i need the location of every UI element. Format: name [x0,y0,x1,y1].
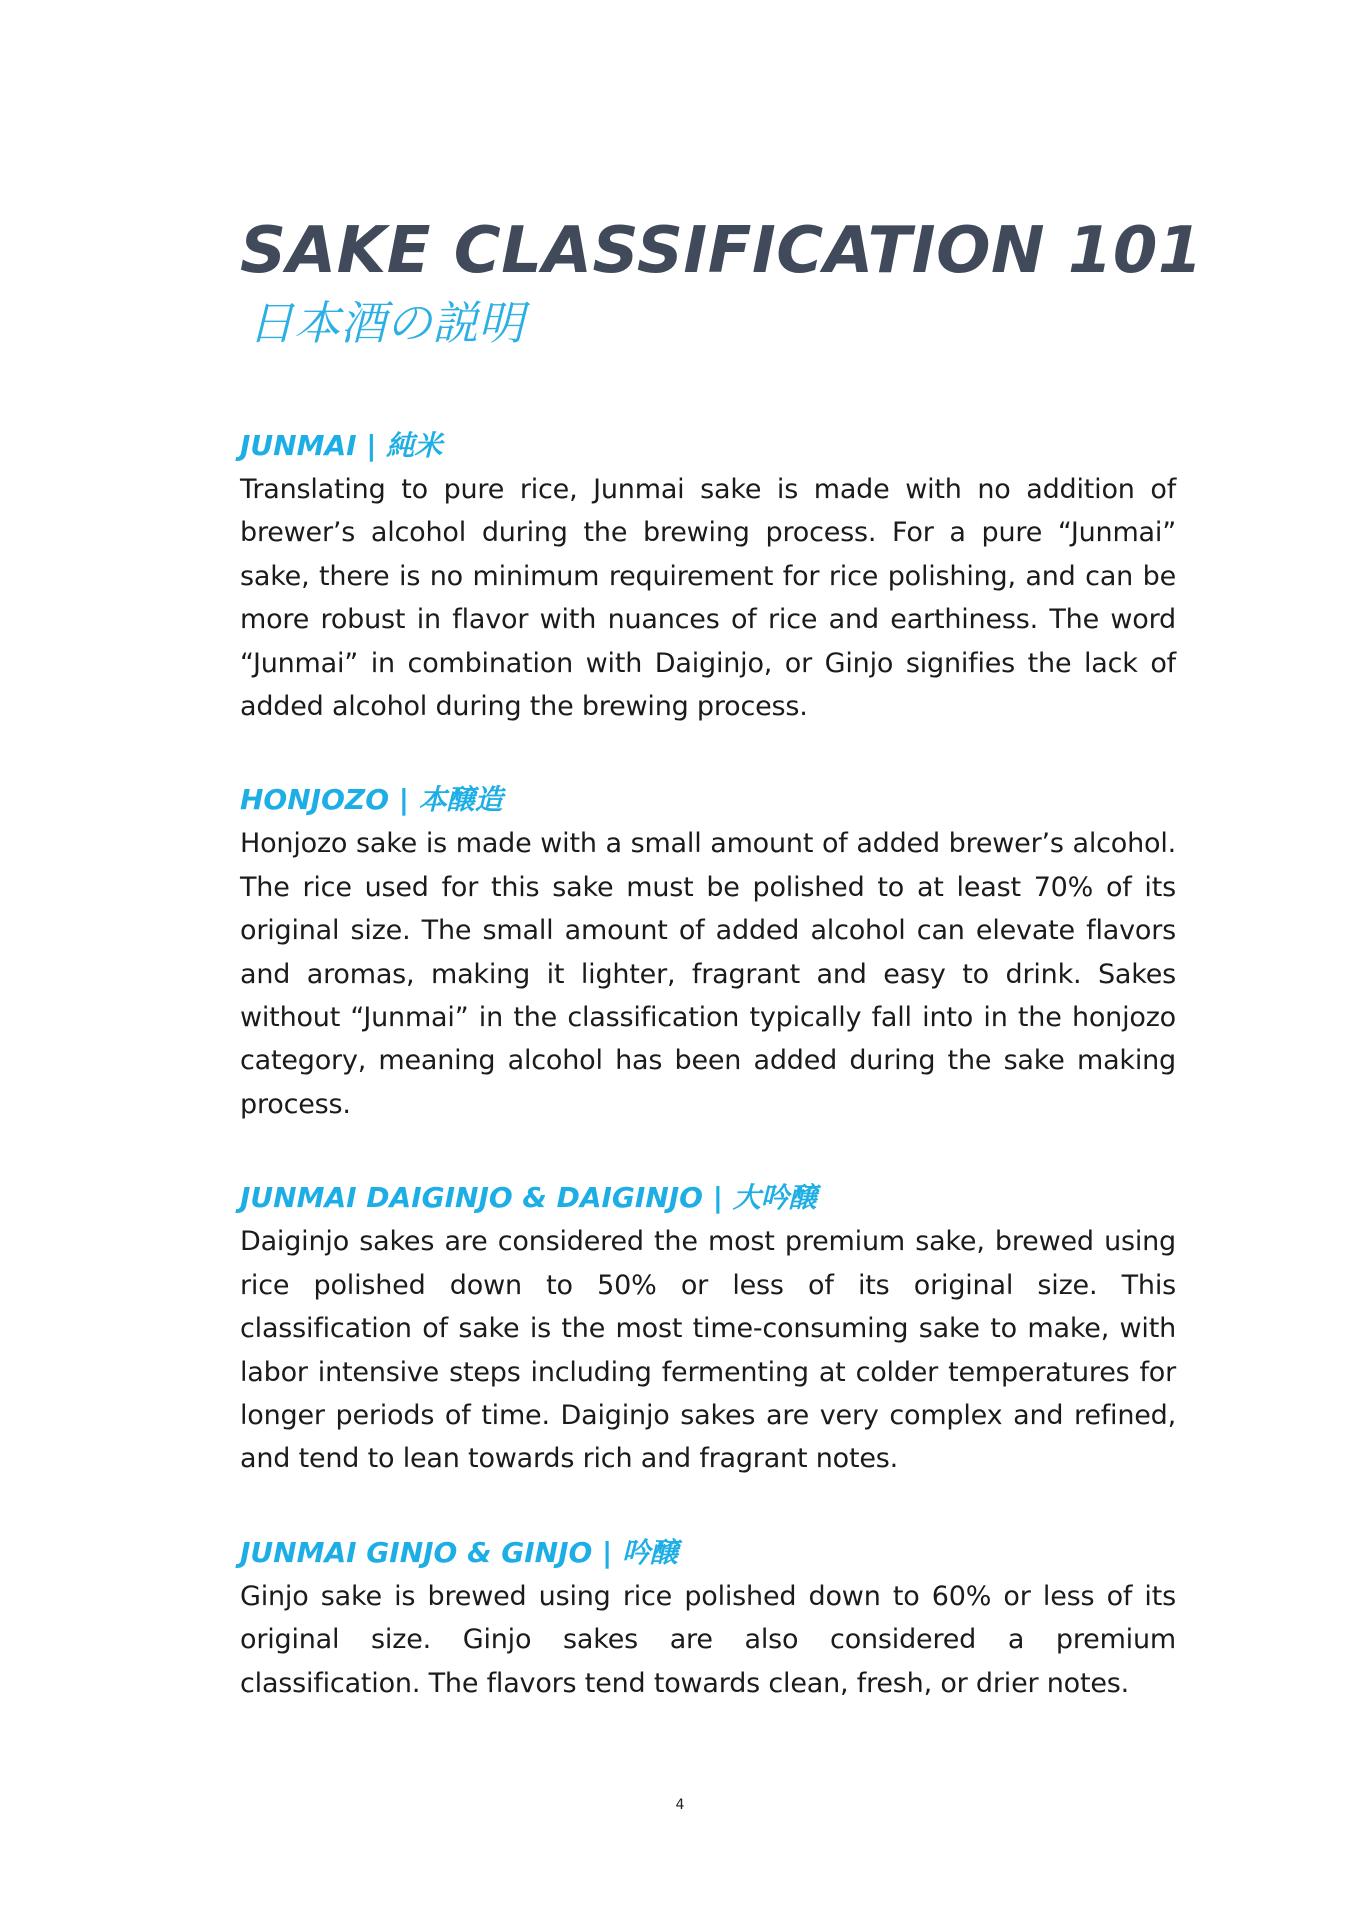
section-heading: JUNMAI | 純米 [240,429,443,462]
page-subtitle: 日本酒の説明 [248,296,524,350]
section-heading: JUNMAI DAIGINJO & DAIGINJO | 大吟醸 [240,1181,817,1215]
section-heading: HONJOZO | 本醸造 [240,783,503,817]
section-daiginjo [240,1178,1176,1480]
section-body: Daiginjo sakes are considered the most premium sake, brewed using rice polished down to 50% or less of its original size. This classification of sake is the most time-consuming sake to make, with labor intensive steps including fermenting at colder temperatures for longer periods of time. Daiginjo sakes are very complex and refined, and tend to lean towards rich and fragrant notes. [240,1226,1176,1475]
page-number: 4 [675,1797,685,1813]
section-honjozo [240,780,1176,1126]
section-junmai [240,426,1176,728]
section-body: Honjozo sake is made with a small amount of added brewer’s alcohol. The rice used for this sake must be polished to at least 70% of its original size. The small amount of added alcohol can elevate flavors and aromas, making it lighter, fragrant and easy to drink. Sakes without “Junmai” in the classification typically fall into in the honjozo category, meaning alcohol has been added during the sake making process. [240,828,1176,1120]
section-body: Translating to pure rice, Junmai sake is made with no addition of brewer’s alcohol during the brewing process. For a pure “Junmai” sake, there is no minimum requirement for rice polishing, and can be more robust in flavor with nuances of rice and earthiness. The word “Junmai” in combination with Daiginjo, or Ginjo signifies the lack of added alcohol during the brewing process. [240,474,1176,723]
section-heading: JUNMAI GINJO & GINJO | 吟醸 [240,1535,679,1569]
section-body: Ginjo sake is brewed using rice polished down to 60% or less of its original size. Ginjo sakes are also considered a premium classification. The flavors tend towards clean, fresh, or drier notes. [240,1580,1176,1699]
page-title: SAKE CLASSIFICATION 101 [240,214,1203,288]
page-content [240,212,1203,1705]
section-ginjo [240,1533,1176,1705]
